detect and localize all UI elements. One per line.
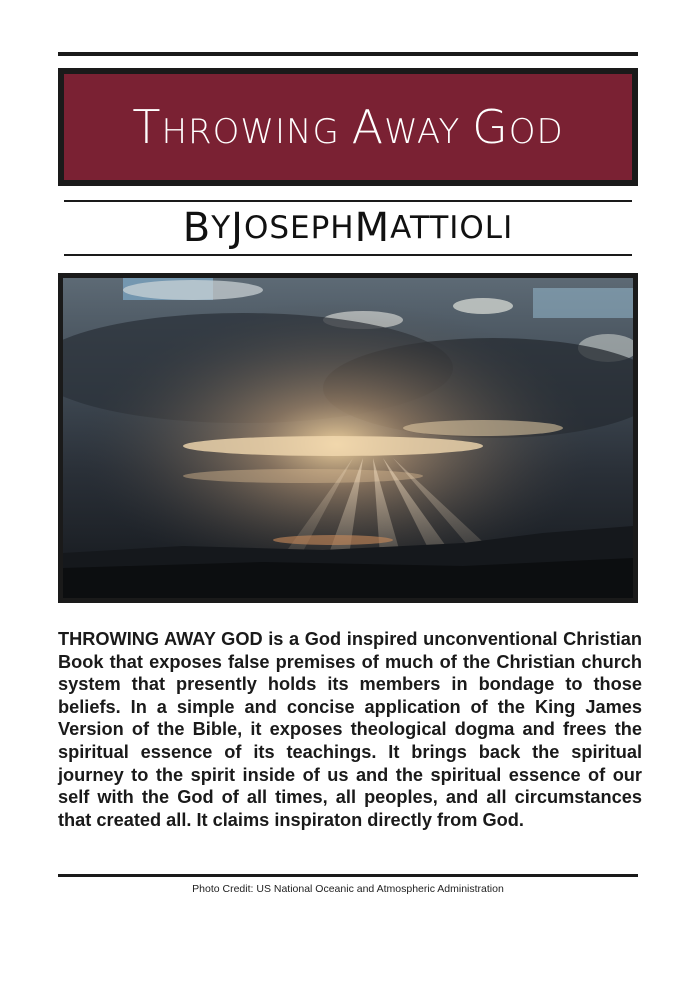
cover-photo [58, 273, 638, 603]
photo-credit: Photo Credit: US National Oceanic and Atmospheric Administration [192, 883, 504, 895]
author-top-rule [64, 200, 632, 202]
book-description: THROWING AWAY GOD is a God inspired unconventional Christian Book that exposes false premises of much of the Christian church system that presently holds its members in bondage to those beliefs. In a simple and concise application of the King James Version of the Bible, it exposes theological dogma and frees the spiritual essence of its teachings. It brings back the spiritual journey to the spirit inside of us and the spiritual essence of our self with the God of all times, all peoples, and all circumstances that created all. It claims inspiraton directly from God. [58, 629, 642, 830]
sky-sunrays-image [63, 278, 633, 598]
top-rule [58, 52, 638, 56]
author-bottom-rule [64, 254, 632, 256]
book-title: THROWING AWAY GOD [132, 100, 564, 154]
title-banner [58, 68, 638, 186]
bottom-rule [58, 874, 638, 877]
author-line: B Y J OSEPH M ATTIOLI [182, 205, 514, 251]
